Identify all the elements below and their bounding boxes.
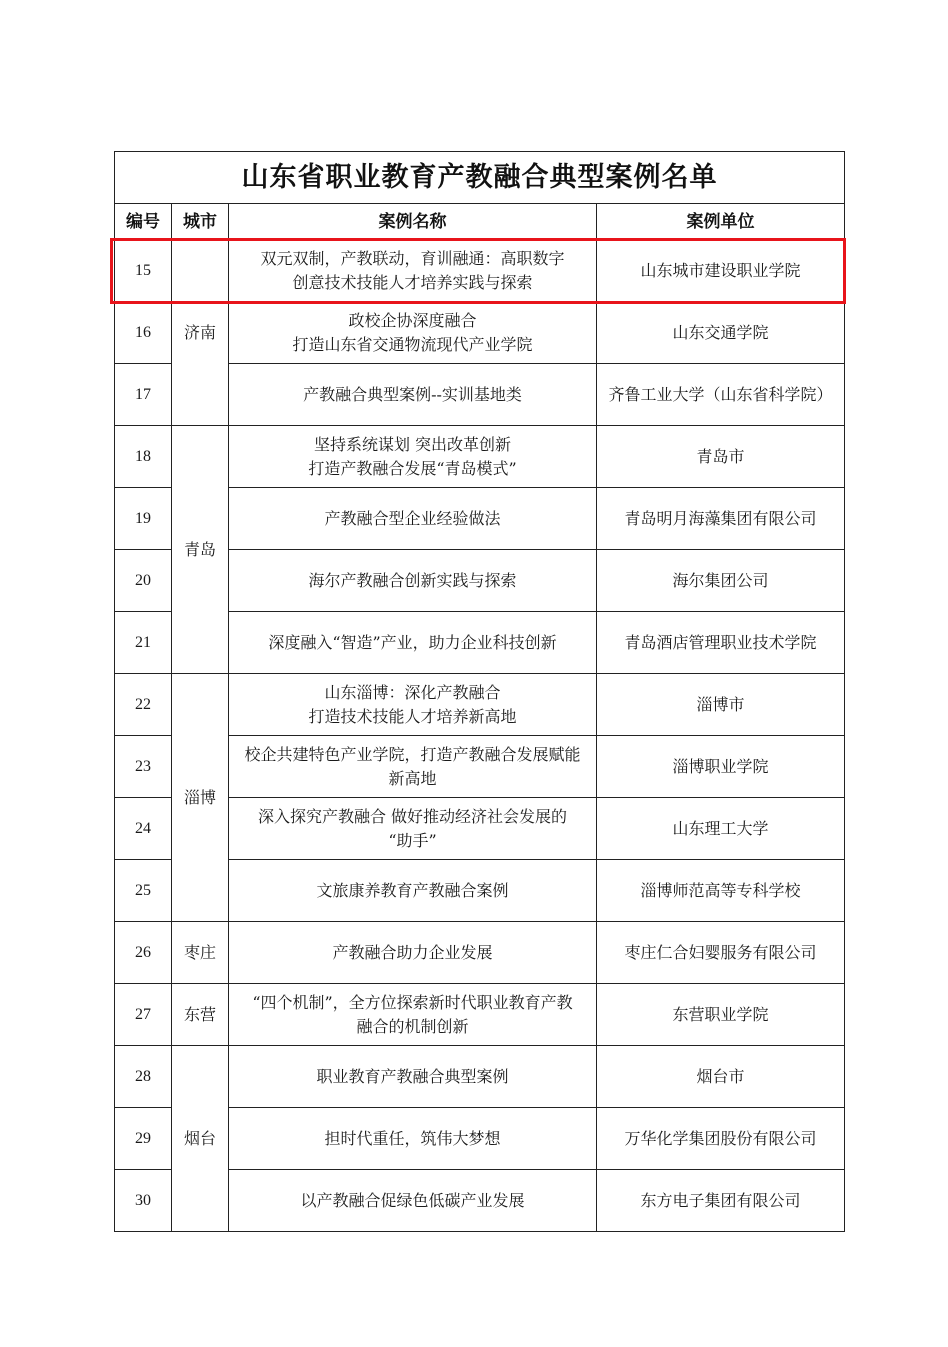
case-name-line: 打造产教融合发展“青岛模式” bbox=[308, 458, 517, 478]
table-row bbox=[115, 922, 845, 984]
case-name-line: 职业教育产教融合典型案例 bbox=[316, 1066, 509, 1086]
case-number: 26 bbox=[115, 922, 172, 984]
case-unit: 山东城市建设职业学院 bbox=[597, 240, 845, 302]
case-name bbox=[229, 1046, 597, 1108]
case-unit: 齐鲁工业大学（山东省科学院） bbox=[597, 364, 845, 426]
case-name-line: 产教融合典型案例--实训基地类 bbox=[303, 384, 522, 404]
case-unit: 东方电子集团有限公司 bbox=[597, 1170, 845, 1232]
case-name-line: 产教融合型企业经验做法 bbox=[324, 508, 501, 528]
header-city: 城市 bbox=[172, 204, 229, 240]
case-name-line: 坚持系统谋划 突出改革创新 bbox=[313, 434, 512, 454]
case-unit: 青岛市 bbox=[597, 426, 845, 488]
case-number: 17 bbox=[115, 364, 172, 426]
case-unit: 淄博师范高等专科学校 bbox=[597, 860, 845, 922]
case-name-line: 产教融合助力企业发展 bbox=[332, 942, 493, 962]
case-name-line: 创意技术技能人才培养实践与探索 bbox=[292, 272, 533, 292]
case-number: 15 bbox=[115, 240, 172, 302]
case-number: 23 bbox=[115, 736, 172, 798]
case-name-line: 担时代重任，筑伟大梦想 bbox=[324, 1128, 501, 1148]
case-number: 27 bbox=[115, 984, 172, 1046]
case-number: 18 bbox=[115, 426, 172, 488]
city-cell-dongying: 东营 bbox=[172, 984, 229, 1046]
table-row bbox=[115, 674, 845, 736]
table-row bbox=[115, 426, 845, 488]
city-cell-yantai: 烟台 bbox=[172, 1046, 229, 1232]
case-number: 24 bbox=[115, 798, 172, 860]
case-number: 16 bbox=[115, 302, 172, 364]
table-row bbox=[115, 240, 845, 302]
city-cell-qingdao: 青岛 bbox=[172, 426, 229, 674]
case-name bbox=[229, 364, 597, 426]
case-number: 22 bbox=[115, 674, 172, 736]
case-name-line: 山东淄博：深化产教融合 bbox=[324, 682, 501, 702]
case-name-line: 双元双制，产教联动，育训融通：高职数字 bbox=[260, 248, 565, 268]
case-name bbox=[229, 1170, 597, 1232]
case-unit: 烟台市 bbox=[597, 1046, 845, 1108]
case-name bbox=[229, 798, 597, 860]
case-unit: 山东交通学院 bbox=[597, 302, 845, 364]
case-name bbox=[229, 240, 597, 302]
case-name-line: 融合的机制创新 bbox=[356, 1016, 469, 1036]
case-name-line: 文旅康养教育产教融合案例 bbox=[316, 880, 509, 900]
case-name bbox=[229, 984, 597, 1046]
case-name-line: 以产教融合促绿色低碳产业发展 bbox=[300, 1190, 525, 1210]
case-name-line: 新高地 bbox=[388, 768, 437, 788]
case-number: 21 bbox=[115, 612, 172, 674]
case-unit: 青岛酒店管理职业技术学院 bbox=[597, 612, 845, 674]
case-unit: 万华化学集团股份有限公司 bbox=[597, 1108, 845, 1170]
case-name-line: 海尔产教融合创新实践与探索 bbox=[308, 570, 517, 590]
case-name bbox=[229, 1108, 597, 1170]
case-unit: 东营职业学院 bbox=[597, 984, 845, 1046]
header-num: 编号 bbox=[115, 204, 172, 240]
case-number: 30 bbox=[115, 1170, 172, 1232]
case-unit: 海尔集团公司 bbox=[597, 550, 845, 612]
table-title: 山东省职业教育产教融合典型案例名单 bbox=[115, 152, 845, 204]
case-unit: 青岛明月海藻集团有限公司 bbox=[597, 488, 845, 550]
header-case-name: 案例名称 bbox=[229, 204, 597, 240]
table-row bbox=[115, 1046, 845, 1108]
case-name bbox=[229, 550, 597, 612]
case-unit: 山东理工大学 bbox=[597, 798, 845, 860]
case-unit: 淄博职业学院 bbox=[597, 736, 845, 798]
city-cell-zaozhuang: 枣庄 bbox=[172, 922, 229, 984]
case-name bbox=[229, 860, 597, 922]
case-list-sheet bbox=[114, 151, 844, 1232]
case-name bbox=[229, 612, 597, 674]
case-unit: 淄博市 bbox=[597, 674, 845, 736]
city-cell-zibo: 淄博 bbox=[172, 674, 229, 922]
case-name-line: 校企共建特色产业学院，打造产教融合发展赋能 bbox=[244, 744, 581, 764]
case-name bbox=[229, 488, 597, 550]
table-row bbox=[115, 984, 845, 1046]
case-name-line: 深度融入“智造”产业，助力企业科技创新 bbox=[268, 632, 557, 652]
case-name-line: 打造山东省交通物流现代产业学院 bbox=[292, 334, 533, 354]
case-number: 28 bbox=[115, 1046, 172, 1108]
case-name-line: “助手” bbox=[388, 830, 437, 850]
case-name-line: 打造技术技能人才培养新高地 bbox=[308, 706, 517, 726]
case-number: 19 bbox=[115, 488, 172, 550]
case-name-line: 政校企协深度融合 bbox=[348, 310, 477, 330]
city-cell-jinan: 济南 bbox=[172, 240, 229, 426]
case-name bbox=[229, 674, 597, 736]
case-unit: 枣庄仁合妇婴服务有限公司 bbox=[597, 922, 845, 984]
case-number: 29 bbox=[115, 1108, 172, 1170]
case-list-table bbox=[114, 151, 845, 1232]
case-name bbox=[229, 736, 597, 798]
header-case-unit: 案例单位 bbox=[597, 204, 845, 240]
case-name-line: “四个机制”，全方位探索新时代职业教育产教 bbox=[252, 992, 573, 1012]
case-number: 20 bbox=[115, 550, 172, 612]
case-number: 25 bbox=[115, 860, 172, 922]
case-name bbox=[229, 922, 597, 984]
case-name bbox=[229, 426, 597, 488]
case-name-line: 深入探究产教融合 做好推动经济社会发展的 bbox=[257, 806, 568, 826]
case-name bbox=[229, 302, 597, 364]
